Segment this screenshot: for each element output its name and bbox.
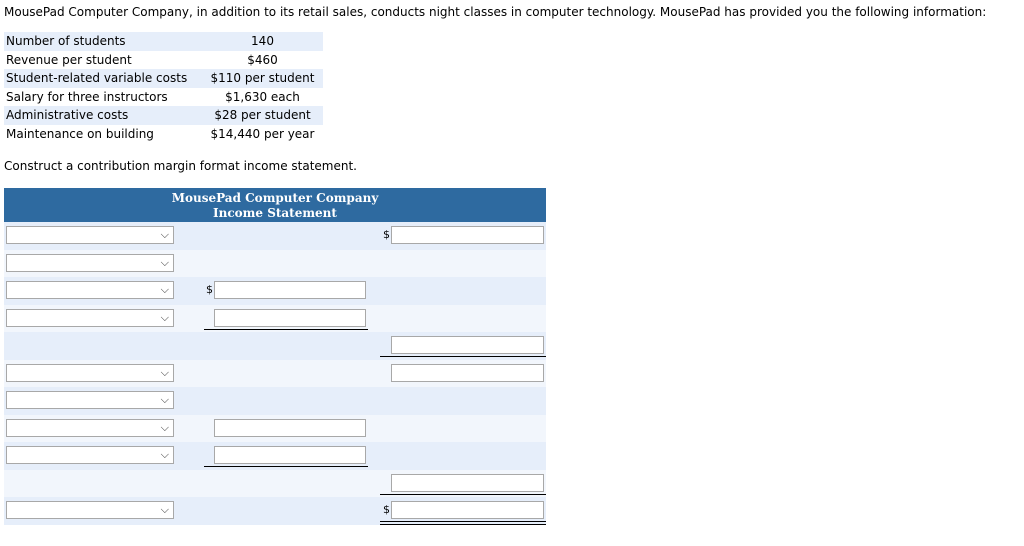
info-label: Maintenance on building xyxy=(6,126,154,141)
statement-row xyxy=(4,332,546,360)
info-row xyxy=(4,88,323,107)
info-label: Salary for three instructors xyxy=(6,89,168,104)
amount-input[interactable] xyxy=(391,501,544,519)
info-label: Revenue per student xyxy=(6,52,132,67)
chevron-down-icon: ⌵ xyxy=(160,420,169,434)
line-item-select[interactable] xyxy=(6,391,174,409)
info-value: $28 per student xyxy=(214,108,311,123)
line-item-select[interactable] xyxy=(6,281,174,299)
info-value: $460 xyxy=(247,52,278,67)
amount-input[interactable] xyxy=(214,446,366,464)
statement-row xyxy=(4,415,546,443)
amount-input[interactable] xyxy=(391,474,544,492)
info-row xyxy=(4,32,323,51)
line-item-select[interactable] xyxy=(6,501,174,519)
statement-row xyxy=(4,470,546,498)
chevron-down-icon: ⌵ xyxy=(160,310,169,324)
chevron-down-icon: ⌵ xyxy=(160,448,169,461)
info-value: $14,440 per year xyxy=(210,126,315,141)
line-item-select[interactable] xyxy=(6,364,174,382)
intro-text: MousePad Computer Company, in addition to its retail sales, conducts night classes in computer technology. MousePad has provided you the following information: xyxy=(4,5,987,19)
chevron-down-icon: ⌵ xyxy=(160,228,169,241)
amount-input[interactable] xyxy=(391,336,544,354)
underline-divider xyxy=(380,494,546,495)
statement-row xyxy=(4,360,546,388)
company-name: MousePad Computer Company xyxy=(171,191,379,205)
statement-title: Income Statement xyxy=(213,205,337,220)
chevron-down-icon: ⌵ xyxy=(160,393,169,406)
line-item-select[interactable] xyxy=(6,226,174,244)
info-label: Administrative costs xyxy=(6,108,129,123)
statement-row xyxy=(4,305,546,333)
chevron-down-icon: ⌵ xyxy=(160,503,169,516)
statement-row xyxy=(4,222,546,250)
info-value: $110 per student xyxy=(210,71,315,86)
underline-divider xyxy=(204,329,368,330)
statement-row xyxy=(4,277,546,305)
info-table xyxy=(4,32,323,144)
line-item-select[interactable] xyxy=(6,419,174,437)
info-value: 140 xyxy=(251,34,274,48)
amount-input[interactable] xyxy=(214,419,366,437)
currency-symbol: $ xyxy=(206,283,213,296)
instruction-text: Construct a contribution margin format income statement. xyxy=(4,159,357,173)
info-row xyxy=(4,69,323,88)
statement-row xyxy=(4,497,546,525)
line-item-select[interactable] xyxy=(6,446,174,464)
info-value: $1,630 each xyxy=(225,89,300,104)
underline-divider xyxy=(204,466,368,467)
line-item-select[interactable] xyxy=(6,254,174,272)
info-label: Number of students xyxy=(6,34,126,48)
amount-input[interactable] xyxy=(214,309,366,327)
income-statement xyxy=(4,188,546,525)
chevron-down-icon: ⌵ xyxy=(160,365,169,379)
info-row xyxy=(4,106,323,125)
underline-divider xyxy=(380,356,546,357)
double-underline-divider xyxy=(380,521,546,525)
statement-header xyxy=(4,188,546,222)
amount-input[interactable] xyxy=(391,226,544,244)
statement-row xyxy=(4,250,546,278)
info-row xyxy=(4,51,323,70)
statement-row xyxy=(4,387,546,415)
line-item-select[interactable] xyxy=(6,309,174,327)
statement-row xyxy=(4,442,546,470)
currency-symbol: $ xyxy=(383,503,390,516)
info-row xyxy=(4,125,323,144)
amount-input[interactable] xyxy=(214,281,366,299)
amount-input[interactable] xyxy=(391,364,544,382)
chevron-down-icon: ⌵ xyxy=(160,255,169,269)
currency-symbol: $ xyxy=(383,228,390,241)
info-label: Student-related variable costs xyxy=(6,71,188,86)
chevron-down-icon: ⌵ xyxy=(160,283,169,296)
